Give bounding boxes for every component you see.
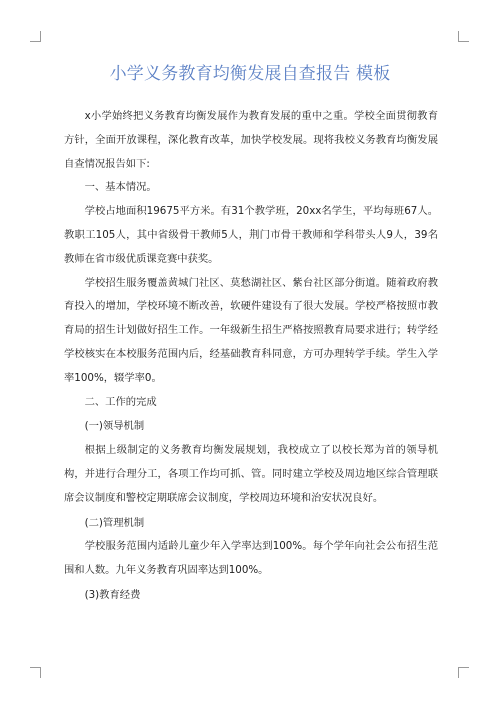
document-title: 小学义务教育均衡发展自查报告 模板 — [109, 64, 391, 84]
basic-info-paragraph: 学校占地面积19675平方米。有31个教学班，20xx名学生，平均每班67人。教职工105人，其中省级骨干教师5人，荆门市骨干教师和学科带头人9人，39名教师在省市级优质课竞赛中获奖。 — [64, 205, 438, 265]
leadership-paragraph: 根据上级制定的义务教育均衡发展规划，我校成立了以校长郑为首的领导机构，并进行合理分工，各项工作均可抓、管。同时建立学校及周边地区综合管理联席会议制度和警校定期联席会议制度，学校周边环境和治安状况良好。 — [64, 444, 438, 504]
section-heading-basic-info: 一、基本情况。 — [84, 181, 157, 194]
section-heading-work-completion: 二、工作的完成 — [84, 395, 157, 408]
subsection-heading-funding: (3)教育经费 — [84, 588, 141, 601]
enrollment-paragraph: 学校招生服务覆盖黄城门社区、莫愁湖社区、紫台社区部分街道。随着政府教育投入的增加，学校环境不断改善，软硬件建设有了很大发展。学校严格按照市教育局的招生计划做好招生工作。一年级新生招生严格按照教育局要求进行；转学经学校核实在本校服务范围内后，经基础教育科同意，方可办理转学手续。学生入学率100%，辍学率0。 — [64, 276, 438, 384]
management-paragraph: 学校服务范围内适龄儿童少年入学率达到100%。每个学年向社会公布招生范围和人数。九年义务教育巩固率达到100%。 — [64, 540, 438, 577]
crop-mark-bottom-right — [458, 667, 469, 678]
crop-mark-top-right — [458, 31, 469, 42]
subsection-heading-management: (二)管理机制 — [84, 516, 145, 529]
crop-mark-top-left — [30, 31, 41, 42]
crop-mark-bottom-left — [30, 667, 41, 678]
document-body — [64, 105, 438, 608]
subsection-heading-leadership: (一)领导机制 — [84, 420, 145, 433]
intro-paragraph: x小学始终把义务教育均衡发展作为教育发展的重中之重。学校全面贯彻教育方针，全面开放课程，深化教育改革，加快学校发展。现将我校义务教育均衡发展自查情况报告如下: — [64, 110, 438, 170]
